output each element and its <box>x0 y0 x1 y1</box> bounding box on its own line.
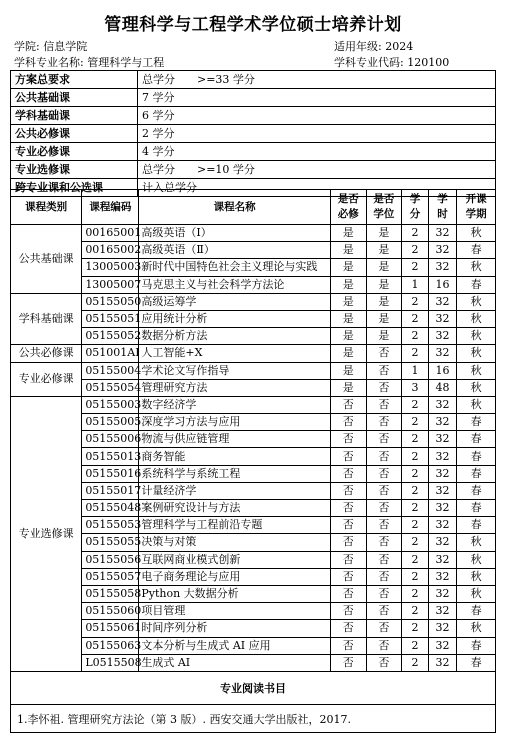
summary-value: 计入总学分 <box>138 179 496 197</box>
summary-key: 专业选修课 <box>11 161 138 179</box>
course-code: 05155006 <box>82 431 139 448</box>
course-term: 春 <box>457 517 496 534</box>
course-name: 时间序列分析 <box>139 620 331 637</box>
course-required: 否 <box>330 465 366 482</box>
course-required: 是 <box>330 293 366 310</box>
course-required: 是 <box>330 225 366 242</box>
course-code: 05155058 <box>82 585 139 602</box>
course-code: 05155054 <box>82 379 139 396</box>
summary-key: 公共必修课 <box>11 125 138 143</box>
course-name: 高级英语（Ⅱ） <box>139 242 331 259</box>
course-credit: 2 <box>402 517 428 534</box>
course-term: 秋 <box>457 310 496 327</box>
course-term: 春 <box>457 448 496 465</box>
course-required: 是 <box>330 379 366 396</box>
course-row <box>11 362 496 379</box>
course-term: 秋 <box>457 345 496 362</box>
course-required: 否 <box>330 654 366 671</box>
course-hours: 32 <box>428 517 457 534</box>
college-value: 信息学院 <box>43 40 88 53</box>
summary-key: 公共基础课 <box>11 89 138 107</box>
course-code: 05155061 <box>82 620 139 637</box>
course-degree: 是 <box>366 310 402 327</box>
summary-key: 方案总要求 <box>11 71 138 89</box>
course-code: 05155013 <box>82 448 139 465</box>
course-credit: 2 <box>402 534 428 551</box>
course-credit: 2 <box>402 225 428 242</box>
course-name: 新时代中国特色社会主义理论与实践 <box>139 259 331 276</box>
course-required: 否 <box>330 551 366 568</box>
summary-key: 跨专业课和公选课 <box>11 179 138 197</box>
course-name: Python 大数据分析 <box>139 585 331 602</box>
course-credit: 2 <box>402 603 428 620</box>
course-row <box>11 534 496 551</box>
header-hours-line1: 学 <box>437 193 448 205</box>
course-degree: 是 <box>366 242 402 259</box>
college-line <box>14 38 87 54</box>
course-term: 春 <box>457 500 496 517</box>
course-code: 05155055 <box>82 534 139 551</box>
page-title: 管理科学与工程学术学位硕士培养计划 <box>104 15 402 35</box>
header-code: 课程编码 <box>82 190 139 225</box>
course-degree: 否 <box>366 551 402 568</box>
course-required: 否 <box>330 500 366 517</box>
course-credit: 2 <box>402 637 428 654</box>
course-row <box>11 603 496 620</box>
course-credit: 2 <box>402 654 428 671</box>
course-term: 春 <box>457 276 496 293</box>
course-term: 春 <box>457 465 496 482</box>
course-degree: 否 <box>366 396 402 413</box>
course-code: 05155050 <box>82 293 139 310</box>
summary-row <box>11 107 496 125</box>
course-row <box>11 500 496 517</box>
course-name: 高级运筹学 <box>139 293 331 310</box>
course-credit: 2 <box>402 431 428 448</box>
course-row <box>11 448 496 465</box>
course-required: 否 <box>330 482 366 499</box>
course-term: 春 <box>457 431 496 448</box>
course-required: 是 <box>330 276 366 293</box>
course-row <box>11 276 496 293</box>
course-credit: 2 <box>402 482 428 499</box>
course-degree: 是 <box>366 225 402 242</box>
major-value: 管理科学与工程 <box>87 56 165 69</box>
course-row <box>11 345 496 362</box>
course-hours: 16 <box>428 276 457 293</box>
course-credit: 2 <box>402 414 428 431</box>
course-credit: 2 <box>402 448 428 465</box>
course-name: 数字经济学 <box>139 396 331 413</box>
course-category: 公共基础课 <box>11 225 82 294</box>
course-row <box>11 259 496 276</box>
course-code: 13005003 <box>82 259 139 276</box>
course-hours: 32 <box>428 534 457 551</box>
course-row <box>11 585 496 602</box>
course-code: 05155063 <box>82 637 139 654</box>
code-line <box>334 54 449 70</box>
course-name: 电子商务理论与应用 <box>139 568 331 585</box>
course-name: 数据分析方法 <box>139 328 331 345</box>
course-category: 学科基础课 <box>11 293 82 345</box>
course-name: 互联网商业模式创新 <box>139 551 331 568</box>
course-required: 是 <box>330 345 366 362</box>
course-row <box>11 568 496 585</box>
course-category: 专业必修课 <box>11 362 82 396</box>
course-hours: 32 <box>428 259 457 276</box>
summary-value: 总学分 >=33 学分 <box>138 71 496 89</box>
course-name: 管理研究方法 <box>139 379 331 396</box>
header-credit-line2: 分 <box>409 208 421 220</box>
course-degree: 否 <box>366 568 402 585</box>
course-required: 否 <box>330 637 366 654</box>
course-name: 深度学习方法与应用 <box>139 414 331 431</box>
course-code: 05155057 <box>82 568 139 585</box>
course-row <box>11 465 496 482</box>
course-required: 否 <box>330 517 366 534</box>
course-hours: 32 <box>428 345 457 362</box>
course-name: 管理科学与工程前沿专题 <box>139 517 331 534</box>
course-degree: 否 <box>366 465 402 482</box>
course-hours: 32 <box>428 414 457 431</box>
header-term-line2: 学期 <box>465 208 487 220</box>
course-name: 案例研究设计与方法 <box>139 500 331 517</box>
summary-value: 4 学分 <box>138 143 496 161</box>
course-term: 秋 <box>457 396 496 413</box>
course-hours: 32 <box>428 293 457 310</box>
course-name: 高级英语（Ⅰ） <box>139 225 331 242</box>
course-credit: 2 <box>402 259 428 276</box>
course-term: 春 <box>457 603 496 620</box>
header-hours <box>428 190 457 225</box>
course-degree: 是 <box>366 276 402 293</box>
course-table-header <box>11 190 496 225</box>
header-required-line1: 是否 <box>337 193 359 205</box>
course-required: 否 <box>330 448 366 465</box>
course-term: 秋 <box>457 620 496 637</box>
course-row <box>11 620 496 637</box>
course-credit: 3 <box>402 379 428 396</box>
course-row <box>11 396 496 413</box>
course-required: 是 <box>330 259 366 276</box>
header-term <box>457 190 496 225</box>
course-code: 05155053 <box>82 517 139 534</box>
course-name: 项目管理 <box>139 603 331 620</box>
summary-row <box>11 143 496 161</box>
course-hours: 32 <box>428 654 457 671</box>
header-degree-line2: 学位 <box>373 208 395 220</box>
course-hours: 32 <box>428 585 457 602</box>
course-hours: 32 <box>428 242 457 259</box>
course-degree: 是 <box>366 259 402 276</box>
course-hours: 32 <box>428 396 457 413</box>
course-hours: 32 <box>428 465 457 482</box>
course-hours: 48 <box>428 379 457 396</box>
course-term: 春 <box>457 654 496 671</box>
summary-row <box>11 125 496 143</box>
grade-label: 适用年级: <box>334 40 382 53</box>
course-name: 马克思主义与社会科学方法论 <box>139 276 331 293</box>
summary-row <box>11 71 496 89</box>
course-term: 秋 <box>457 585 496 602</box>
course-hours: 32 <box>428 225 457 242</box>
course-credit: 2 <box>402 585 428 602</box>
course-hours: 32 <box>428 637 457 654</box>
course-term: 秋 <box>457 568 496 585</box>
code-value: 120100 <box>407 56 450 69</box>
course-required: 是 <box>330 362 366 379</box>
course-category: 公共必修课 <box>11 345 82 362</box>
course-term: 秋 <box>457 225 496 242</box>
course-term: 秋 <box>457 362 496 379</box>
course-name: 应用统计分析 <box>139 310 331 327</box>
course-credit: 2 <box>402 620 428 637</box>
course-code: 05155003 <box>82 396 139 413</box>
course-name: 人工智能+X <box>139 345 331 362</box>
course-code: 05155016 <box>82 465 139 482</box>
course-row <box>11 517 496 534</box>
course-row <box>11 225 496 242</box>
course-row <box>11 310 496 327</box>
course-required: 否 <box>330 603 366 620</box>
course-credit: 2 <box>402 328 428 345</box>
course-row <box>11 328 496 345</box>
header-credit-line1: 学 <box>409 193 421 205</box>
course-hours: 32 <box>428 603 457 620</box>
credit-summary-table <box>10 70 496 197</box>
course-row <box>11 637 496 654</box>
header-required-line2: 必修 <box>337 208 359 220</box>
summary-key: 专业必修课 <box>11 143 138 161</box>
course-credit: 2 <box>402 310 428 327</box>
course-name: 生成式 AI <box>139 654 331 671</box>
header-required <box>330 190 366 225</box>
course-degree: 是 <box>366 328 402 345</box>
course-degree: 否 <box>366 448 402 465</box>
header-term-line1: 开课 <box>465 193 487 205</box>
reading-list-item: 1.李怀祖. 管理研究方法论（第 3 版）. 西安交通大学出版社，2017. <box>11 705 496 733</box>
course-degree: 否 <box>366 620 402 637</box>
course-term: 秋 <box>457 534 496 551</box>
course-credit: 1 <box>402 362 428 379</box>
course-credit: 2 <box>402 293 428 310</box>
course-name: 决策与对策 <box>139 534 331 551</box>
course-row <box>11 293 496 310</box>
course-hours: 32 <box>428 448 457 465</box>
course-term: 春 <box>457 242 496 259</box>
reading-list-table <box>10 671 496 733</box>
course-degree: 否 <box>366 517 402 534</box>
college-label: 学院: <box>14 40 40 53</box>
course-credit: 1 <box>402 276 428 293</box>
course-code: 05155004 <box>82 362 139 379</box>
course-required: 是 <box>330 328 366 345</box>
course-degree: 是 <box>366 293 402 310</box>
course-degree: 否 <box>366 362 402 379</box>
course-term: 春 <box>457 414 496 431</box>
summary-row <box>11 161 496 179</box>
course-term: 秋 <box>457 379 496 396</box>
course-code: 05155060 <box>82 603 139 620</box>
course-code: L0515508 <box>82 654 139 671</box>
course-row <box>11 654 496 671</box>
course-term: 春 <box>457 637 496 654</box>
course-table <box>10 189 496 672</box>
summary-value: 7 学分 <box>138 89 496 107</box>
course-category: 专业选修课 <box>11 396 82 671</box>
summary-key: 学科基础课 <box>11 107 138 125</box>
course-degree: 否 <box>366 637 402 654</box>
course-term: 秋 <box>457 328 496 345</box>
summary-value: 6 学分 <box>138 107 496 125</box>
course-row <box>11 551 496 568</box>
course-degree: 否 <box>366 379 402 396</box>
course-hours: 32 <box>428 500 457 517</box>
course-name: 物流与供应链管理 <box>139 431 331 448</box>
course-name: 学术论文写作指导 <box>139 362 331 379</box>
course-code: 051001AI <box>82 345 139 362</box>
course-hours: 32 <box>428 482 457 499</box>
summary-value: 总学分 >=10 学分 <box>138 161 496 179</box>
header-credit <box>402 190 428 225</box>
course-degree: 否 <box>366 431 402 448</box>
course-name: 计量经济学 <box>139 482 331 499</box>
course-code: 05155005 <box>82 414 139 431</box>
course-credit: 2 <box>402 396 428 413</box>
summary-value: 2 学分 <box>138 125 496 143</box>
course-credit: 2 <box>402 345 428 362</box>
course-term: 春 <box>457 482 496 499</box>
course-required: 否 <box>330 568 366 585</box>
course-row <box>11 414 496 431</box>
header-degree <box>366 190 402 225</box>
grade-line <box>334 38 413 54</box>
course-code: 05155017 <box>82 482 139 499</box>
course-code: 00165001 <box>82 225 139 242</box>
course-hours: 32 <box>428 568 457 585</box>
course-hours: 32 <box>428 620 457 637</box>
course-required: 否 <box>330 534 366 551</box>
course-degree: 否 <box>366 585 402 602</box>
course-required: 是 <box>330 242 366 259</box>
course-degree: 否 <box>366 500 402 517</box>
course-term: 秋 <box>457 259 496 276</box>
major-line <box>14 54 164 70</box>
course-required: 否 <box>330 585 366 602</box>
course-required: 否 <box>330 431 366 448</box>
course-name: 系统科学与系统工程 <box>139 465 331 482</box>
course-row <box>11 431 496 448</box>
course-code: 05155048 <box>82 500 139 517</box>
course-degree: 否 <box>366 534 402 551</box>
header-name: 课程名称 <box>139 190 331 225</box>
course-hours: 32 <box>428 431 457 448</box>
course-row <box>11 242 496 259</box>
course-hours: 32 <box>428 310 457 327</box>
course-credit: 2 <box>402 500 428 517</box>
course-row <box>11 379 496 396</box>
course-code: 05155051 <box>82 310 139 327</box>
course-row <box>11 482 496 499</box>
course-hours: 16 <box>428 362 457 379</box>
course-credit: 2 <box>402 242 428 259</box>
course-name: 商务智能 <box>139 448 331 465</box>
grade-value: 2024 <box>385 40 414 53</box>
course-code: 00165002 <box>82 242 139 259</box>
course-hours: 32 <box>428 328 457 345</box>
course-required: 否 <box>330 620 366 637</box>
course-credit: 2 <box>402 568 428 585</box>
course-required: 否 <box>330 414 366 431</box>
course-degree: 否 <box>366 482 402 499</box>
course-code: 13005007 <box>82 276 139 293</box>
major-label: 学科专业名称: <box>14 56 84 69</box>
summary-row <box>11 89 496 107</box>
course-degree: 否 <box>366 414 402 431</box>
header-hours-line2: 时 <box>437 208 448 220</box>
course-hours: 32 <box>428 551 457 568</box>
course-required: 是 <box>330 310 366 327</box>
code-label: 学科专业代码: <box>334 56 404 69</box>
course-degree: 否 <box>366 654 402 671</box>
course-credit: 2 <box>402 551 428 568</box>
course-term: 秋 <box>457 293 496 310</box>
reading-list-heading: 专业阅读书目 <box>11 672 496 705</box>
course-term: 秋 <box>457 551 496 568</box>
course-required: 否 <box>330 396 366 413</box>
header-category: 课程类别 <box>11 190 82 225</box>
course-code: 05155052 <box>82 328 139 345</box>
course-credit: 2 <box>402 465 428 482</box>
course-degree: 否 <box>366 603 402 620</box>
header-degree-line1: 是否 <box>373 193 395 205</box>
course-name: 文本分析与生成式 AI 应用 <box>139 637 331 654</box>
course-code: 05155056 <box>82 551 139 568</box>
course-degree: 否 <box>366 345 402 362</box>
